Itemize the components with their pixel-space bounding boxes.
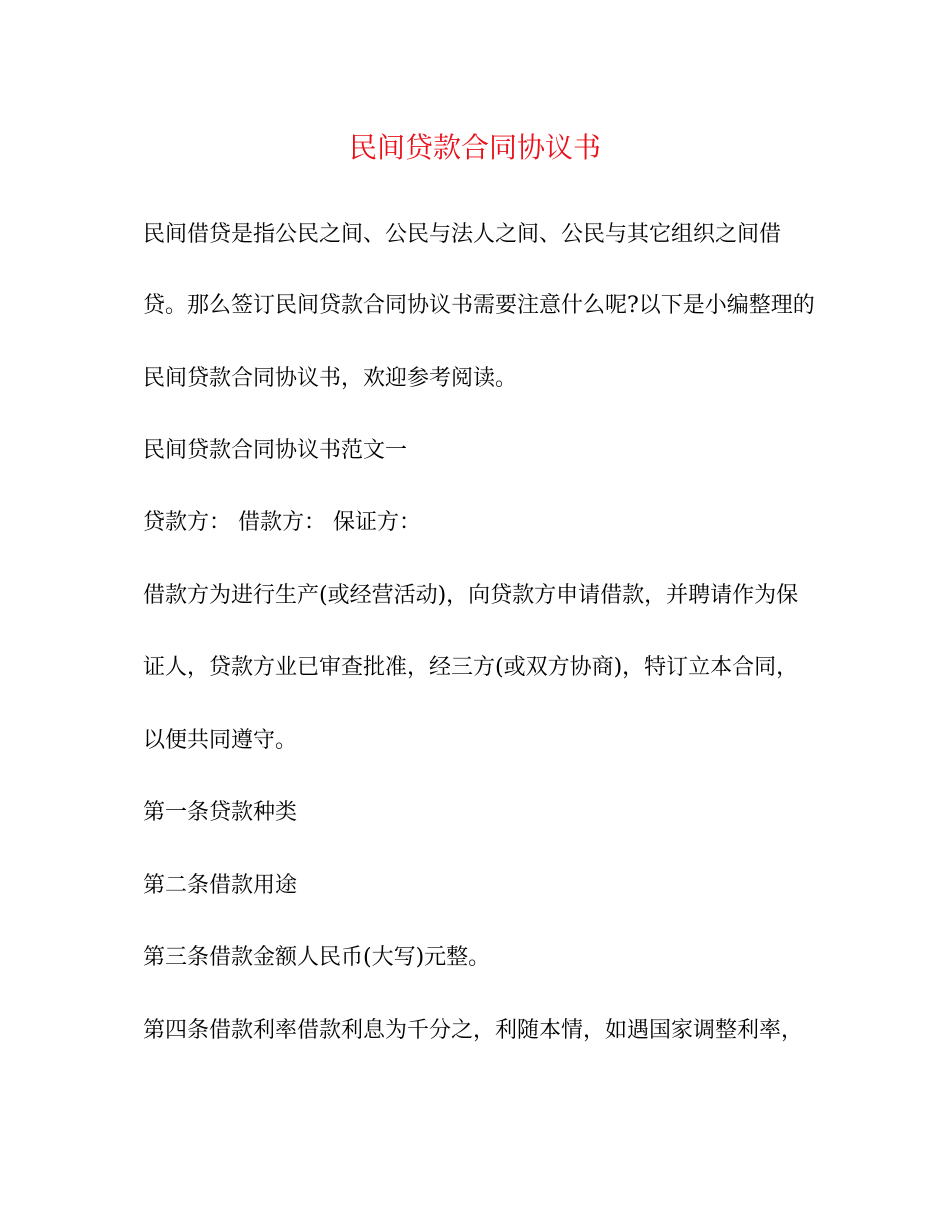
document-title: 民间贷款合同协议书 xyxy=(348,131,601,164)
paragraph-line: 借款方为进行生产(或经营活动)，向贷款方申请借款，并聘请作为保 xyxy=(143,583,799,608)
paragraph-line: 证人，贷款方业已审查批准，经三方(或双方协商)，特订立本合同， xyxy=(143,655,799,680)
paragraph-line: 民间借贷是指公民之间、公民与法人之间、公民与其它组织之间借 xyxy=(143,222,782,247)
article-line: 第四条借款利率借款利息为千分之，利随本情，如遇国家调整利率， xyxy=(143,1018,804,1043)
paragraph-line: 民间贷款合同协议书，欢迎参考阅读。 xyxy=(143,366,518,391)
article-line: 第三条借款金额人民币(大写)元整。 xyxy=(143,945,491,970)
paragraph-line: 贷。那么签订民间贷款合同协议书需要注意什么呢?以下是小编整理的 xyxy=(143,293,815,318)
parties-line: 贷款方： 借款方： 保证方： xyxy=(143,510,421,535)
article-line: 第一条贷款种类 xyxy=(143,800,298,825)
section-heading: 民间贷款合同协议书范文一 xyxy=(143,438,408,463)
paragraph-line: 以便共同遵守。 xyxy=(143,728,298,753)
article-line: 第二条借款用途 xyxy=(143,873,298,898)
